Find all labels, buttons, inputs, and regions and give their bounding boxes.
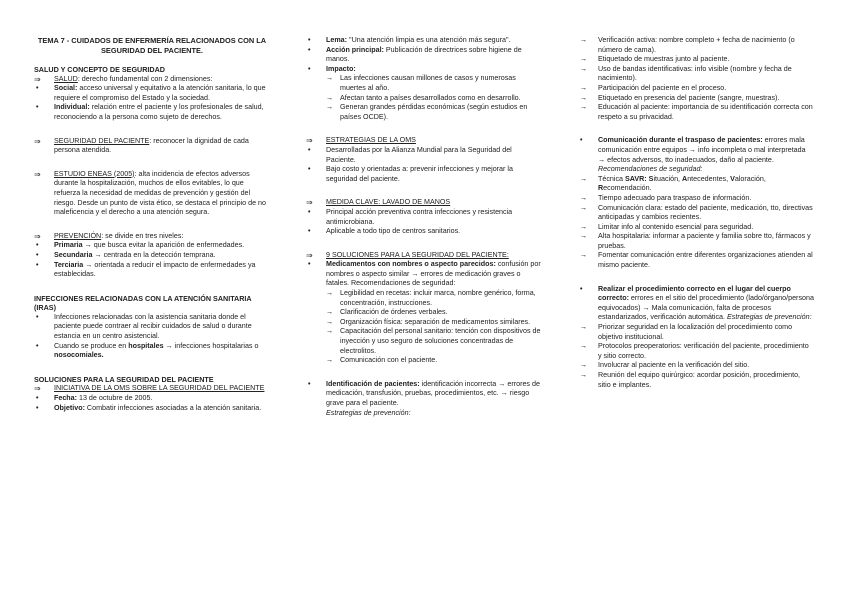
column-3 (578, 36, 814, 390)
medicamentos-sub-1: → Legibilidad en recetas: incluir marca, nombre genérico, forma, concentración, instrucciones. (306, 289, 542, 308)
estrategia-item-2: • Bajo costo y orientadas a: prevenir infecciones y mejorar la seguridad del paciente. (306, 165, 542, 184)
medicamentos-sub-2: → Clarificación de órdenes verbales. (306, 308, 542, 318)
verificacion-sub-1: → Verificación activa: nombre completo + fecha de nacimiento (o número de cama). (578, 36, 814, 55)
procedimiento-sub-4: → Reunión del equipo quirúrgico: acordar posición, procedimiento, sitio e implantes. (578, 371, 814, 390)
comunicacion-item: • Comunicación durante el traspaso de pacientes: errores mala comunicación entre equipos → info incompleta o mal interpretada → efectos adversos, tto inadecuados, daño al paciente. Recomendaciones de seguridad: (578, 136, 814, 174)
terciaria-item: • Terciaria → orientada a reducir el impacto de enfermedades ya establecidas. (34, 261, 270, 280)
accion-item: • Acción principal: Publicación de directrices sobre higiene de manos. (306, 46, 542, 65)
eneas-item: ⇒ ESTUDIO ENEAS (2005): alta incidencia de efectos adversos durante la hospitalización, muchos de ellos evitables, lo que refuerza la necesidad de medidas de prevención y gestión del riesgo. Desde un punto de vista ético, se destaca el principio de no maleficencia y el derecho a una atención segura. (34, 170, 270, 218)
section-heading-salud: SALUD Y CONCEPTO DE SEGURIDAD (34, 65, 165, 74)
comunicacion-sub-3: → Comunicación clara: estado del paciente, medicación, tto, directivas anticipadas y cambios recientes. (578, 204, 814, 223)
verificacion-sub-6: → Educación al paciente: importancia de su identificación correcta con respeto a su privacidad. (578, 103, 814, 122)
iras-item-1: • Infecciones relacionadas con la asistencia sanitaria donde el paciente puede contraer al recibir cuidados de salud o durante estancia en un centro asistencial. (34, 313, 270, 342)
medida-heading: ⇒ MEDIDA CLAVE: LAVADO DE MANOS (306, 198, 542, 208)
seguridad-item: ⇒ SEGURIDAD DEL PACIENTE: reconocer la dignidad de cada persona atendida. (34, 137, 270, 156)
comunicacion-sub-4: → Limitar info al contenido esencial para seguridad. (578, 223, 814, 233)
medicamentos-sub-3: → Organización física: separación de medicamentos similares. (306, 318, 542, 328)
impacto-item: • Impacto: (306, 65, 542, 75)
salud-item: ⇒ SALUD: derecho fundamental con 2 dimensiones: (34, 75, 270, 85)
objetivo-item: • Objetivo: Combatir infecciones asociadas a la atención sanitaria. (34, 404, 270, 414)
salud-label: SALUD (54, 74, 78, 83)
procedimiento-sub-3: → Involucrar al paciente en la verificación del sitio. (578, 361, 814, 371)
verificacion-sub-3: → Uso de bandas identificativas: info visible (nombre y fecha de nacimiento). (578, 65, 814, 84)
page-title: TEMA 7 - CUIDADOS DE ENFERMERÍA RELACIONADOS CON LA SEGURIDAD DEL PACIENTE. (37, 36, 267, 55)
estrategias-heading: ⇒ ESTRATEGIAS DE LA OMS (306, 136, 542, 146)
prevencion-item: ⇒ PREVENCIÓN: se divide en tres niveles: (34, 232, 270, 242)
soluciones-heading: ⇒ 9 SOLUCIONES PARA LA SEGURIDAD DEL PACIENTE: (306, 251, 542, 261)
medicamentos-sub-4: → Capacitación del personal sanitario: tención con dispositivos de inyección y uso seguro de soluciones concentradas de electrolitos. (306, 327, 542, 356)
medicamentos-item: • Medicamentos con nombres o aspecto parecidos: confusión por nombres o aspecto similar → errores de medicación graves o fatales. Recomendaciones de seguridad: (306, 260, 542, 289)
comunicacion-sub-1: → Técnica SAVR: Situación, Antecedentes, Valoración, Recomendación. (578, 175, 814, 194)
individual-item: • Individual: relación entre el paciente y los profesionales de salud, reconociendo a la persona como sujeto de derechos. (34, 103, 270, 122)
verificacion-sub-2: → Etiquetado de muestras junto al paciente. (578, 55, 814, 65)
medicamentos-sub-5: → Comunicación con el paciente. (306, 356, 542, 366)
comunicacion-sub-6: → Fomentar comunicación entre diferentes organizaciones atienden al mismo paciente. (578, 251, 814, 270)
impacto-sub-2: → Afectan tanto a países desarrollados como en desarrollo. (306, 94, 542, 104)
medida-item-2: • Aplicable a todo tipo de centros sanitarios. (306, 227, 542, 237)
lema-item: • Lema: "Una atención limpia es una atención más segura". (306, 36, 542, 46)
impacto-sub-3: → Generan grandes pérdidas económicas (según estudios en países OCDE). (306, 103, 542, 122)
secundaria-item: • Secundaria → centrada en la detección temprana. (34, 251, 270, 261)
oms-initiative-item: ⇒ INICIATIVA DE LA OMS SOBRE LA SEGURIDAD DEL PACIENTE (34, 384, 270, 394)
medida-item-1: • Principal acción preventiva contra infecciones y resistencia antimicrobiana. (306, 208, 542, 227)
estrategia-item-1: • Desarrolladas por la Alianza Mundial para la Seguridad del Paciente. (306, 146, 542, 165)
fecha-item: • Fecha: 13 de octubre de 2005. (34, 394, 270, 404)
procedimiento-sub-2: → Protocolos preoperatorios: verificación del paciente, procedimiento y sitio correcto. (578, 342, 814, 361)
section-heading-iras: INFECCIONES RELACIONADAS CON LA ATENCIÓN SANITARIA (IRAS) (34, 293, 252, 313)
comunicacion-sub-2: → Tiempo adecuado para traspaso de información. (578, 194, 814, 204)
social-item: • Social: acceso universal y equitativo a la atención sanitaria, lo que requiere el compromiso del Estado y la sociedad. (34, 84, 270, 103)
identificacion-item: • Identificación de pacientes: identificación incorrecta → errores de medicación, transfusión, pruebas, procedimientos, etc. → riesgo grave para el paciente. Estrategias de prevención: (306, 380, 542, 418)
verificacion-sub-5: → Etiquetado en presencia del paciente (sangre, muestras). (578, 94, 814, 104)
comunicacion-sub-5: → Alta hospitalaria: informar a paciente y familia sobre tto, fármacos y pruebas. (578, 232, 814, 251)
column-2 (306, 36, 542, 418)
procedimiento-sub-1: → Priorizar seguridad en la localización del procedimiento como objetivo institucional. (578, 323, 814, 342)
iras-item-2: • Cuando se produce en hospitales → infecciones hospitalarias o nosocomiales. (34, 342, 270, 361)
procedimiento-item: • Realizar el procedimiento correcto en el lugar del cuerpo correcto: errores en el sitio del procedimiento (lado/órgano/persona equivocados) → Mala comunicación, falta de procesos estandarizados, verificación automática. Estrategias de prevención: (578, 285, 814, 323)
verificacion-sub-4: → Participación del paciente en el proceso. (578, 84, 814, 94)
section-heading-soluciones: SOLUCIONES PARA LA SEGURIDAD DEL PACIENTE (34, 374, 214, 384)
primaria-item: • Primaria → que busca evitar la aparición de enfermedades. (34, 241, 270, 251)
impacto-sub-1: → Las infecciones causan millones de casos y numerosas muertes al año. (306, 74, 542, 93)
column-1 (34, 36, 270, 413)
